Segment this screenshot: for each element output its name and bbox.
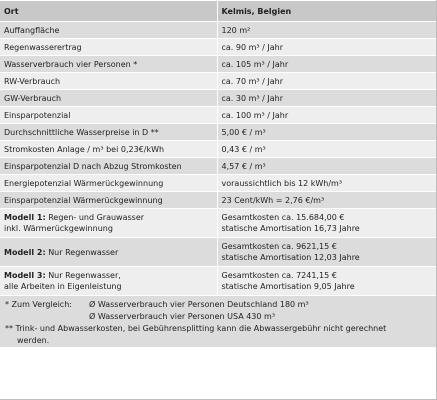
- row-value: voraussichtlich bis 12 kWh/m³: [217, 175, 437, 192]
- table-row: [0, 158, 437, 175]
- table-row: [0, 73, 437, 90]
- table-row: [0, 175, 437, 192]
- row-label: Durchschnittliche Wasserpreise in D **: [0, 124, 217, 141]
- row-value: ca. 90 m³ / Jahr: [217, 39, 437, 56]
- footnote-2-line-1: ** Trink- und Abwasserkosten, bei Gebührensplitting kann die Abwassergebühr nicht gerechnet: [5, 324, 387, 333]
- model-row: [0, 267, 437, 296]
- model-name: Modell 1:: [4, 213, 46, 222]
- header-location-value: Kelmis, Belgien: [217, 1, 437, 22]
- row-value: 0,43 € / m³: [217, 141, 437, 158]
- header-location-label: Ort: [0, 1, 217, 22]
- row-label: Regenwasserertrag: [0, 39, 217, 56]
- model-amortisation: statische Amortisation 16,73 Jahre: [221, 224, 360, 233]
- model-amortisation: statische Amortisation 12,03 Jahre: [221, 253, 360, 262]
- table-row: [0, 192, 437, 209]
- row-label: Einsparpotenzial Wärmerückgewinnung: [0, 192, 217, 209]
- footnote-1-line-1: Ø Wasserverbrauch vier Personen Deutschland 180 m³: [89, 300, 309, 309]
- row-label: Stromkosten Anlage / m³ bei 0,23€/kWh: [0, 141, 217, 158]
- model-total-cost: Gesamtkosten ca. 7241,15 €: [221, 271, 337, 280]
- row-value: ca. 105 m³ / Jahr: [217, 56, 437, 73]
- model-value: [217, 238, 437, 267]
- model-row: [0, 209, 437, 238]
- model-description-line-2: inkl. Wärmerückgewinnung: [4, 224, 113, 233]
- model-row: [0, 238, 437, 267]
- table-row: [0, 39, 437, 56]
- table-row: [0, 90, 437, 107]
- table-row: [0, 56, 437, 73]
- model-amortisation: statische Amortisation 9,05 Jahre: [221, 282, 355, 291]
- row-label: Wasserverbrauch vier Personen *: [0, 56, 217, 73]
- row-value: ca. 70 m³ / Jahr: [217, 73, 437, 90]
- table-row: [0, 22, 437, 39]
- footnote-1-label: * Zum Vergleich:: [5, 300, 72, 309]
- model-value: [217, 209, 437, 238]
- model-description: Regen- und Grauwasser: [45, 213, 145, 222]
- row-value: 23 Cent/kWh = 2,76 €/m³: [217, 192, 437, 209]
- footnote-1-line-2: Ø Wasserverbrauch vier Personen USA 430 m³: [89, 312, 276, 321]
- row-value: 120 m²: [217, 22, 437, 39]
- model-label: [0, 238, 217, 267]
- row-label: Einsparpotenzial: [0, 107, 217, 124]
- row-label: Einsparpotenzial D nach Abzug Stromkosten: [0, 158, 217, 175]
- table-body: [0, 22, 437, 296]
- model-description: Nur Regenwasser,: [45, 271, 121, 280]
- row-value: ca. 100 m³ / Jahr: [217, 107, 437, 124]
- model-total-cost: Gesamtkosten ca. 9621,15 €: [221, 242, 337, 251]
- row-value: 5,00 € / m³: [217, 124, 437, 141]
- footnotes: [0, 296, 437, 347]
- row-label: RW-Verbrauch: [0, 73, 217, 90]
- table-row: [0, 107, 437, 124]
- model-name: Modell 2:: [4, 247, 46, 257]
- table-header-row: [0, 1, 437, 22]
- row-label: Energiepotenzial Wärmerückgewinnung: [0, 175, 217, 192]
- footnote-2-line-2: werden.: [17, 336, 50, 345]
- model-total-cost: Gesamtkosten ca. 15.684,00 €: [221, 213, 345, 222]
- row-label: Auffangfläche: [0, 22, 217, 39]
- row-value: ca. 30 m³ / Jahr: [217, 90, 437, 107]
- table-row: [0, 141, 437, 158]
- row-value: 4,57 € / m³: [217, 158, 437, 175]
- model-name: Modell 3:: [4, 271, 46, 280]
- model-label: [0, 209, 217, 238]
- model-label: [0, 267, 217, 296]
- model-value: [217, 267, 437, 296]
- model-description-line-2: alle Arbeiten in Eigenleistung: [4, 282, 122, 291]
- row-label: GW-Verbrauch: [0, 90, 217, 107]
- table-row: [0, 124, 437, 141]
- model-description: Nur Regenwasser: [45, 247, 119, 257]
